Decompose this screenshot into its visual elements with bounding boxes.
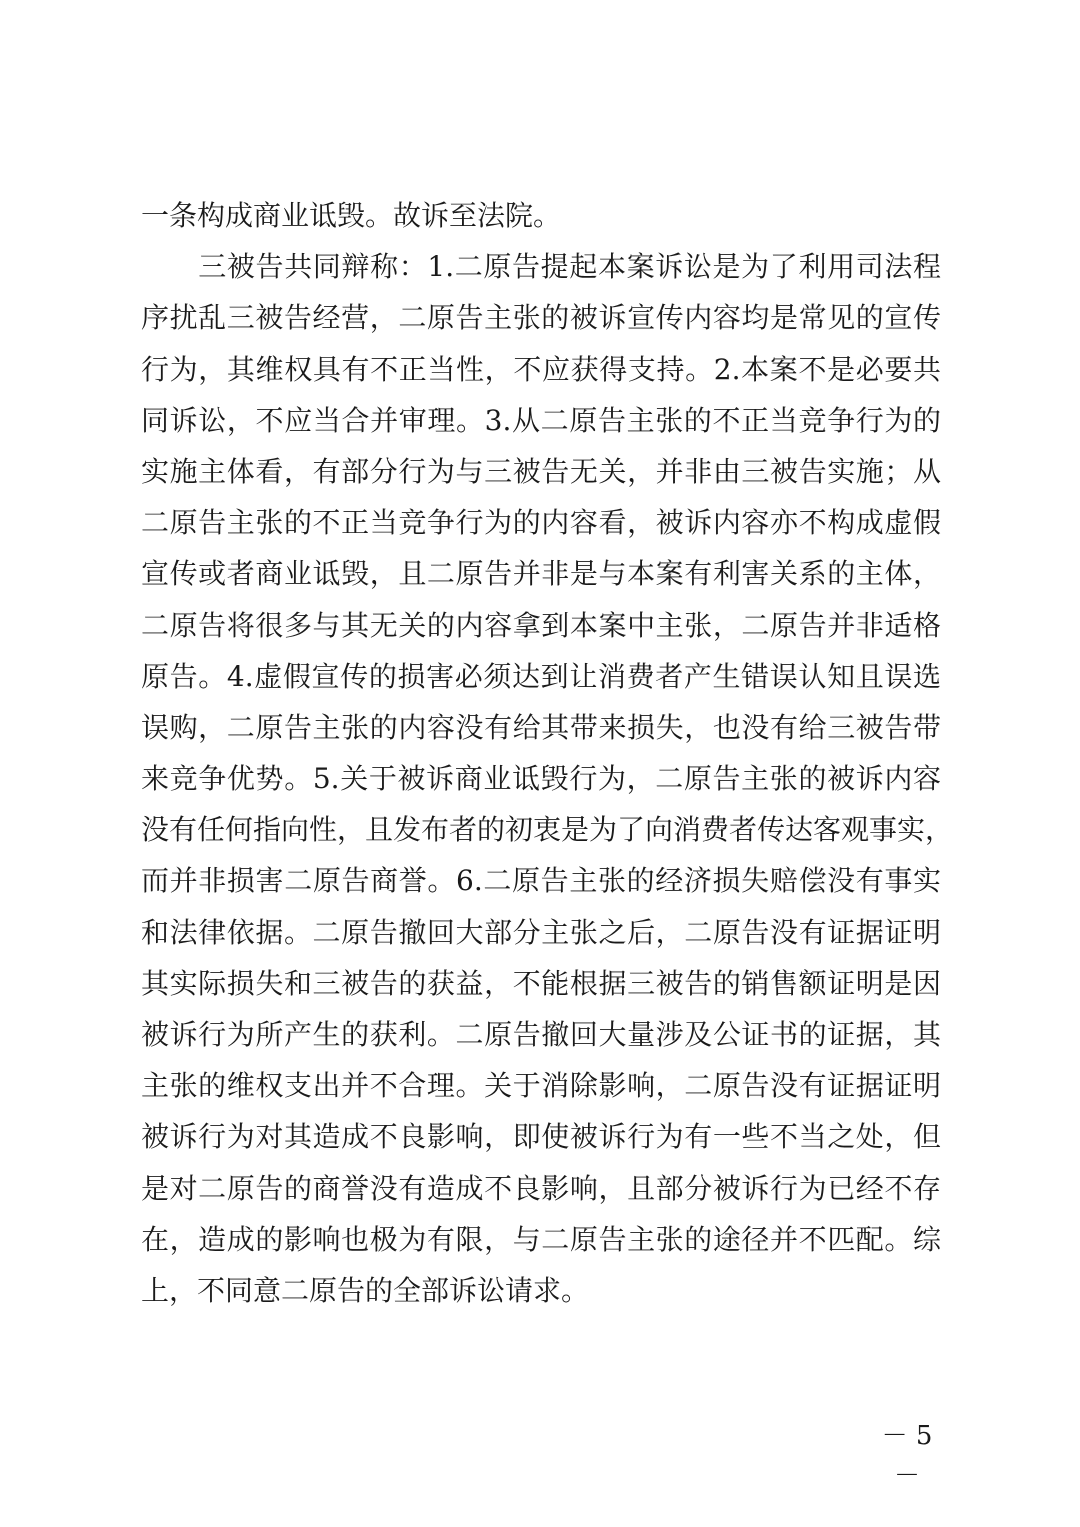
page-number: － 5 － <box>881 1421 933 1491</box>
text-line: 主张的维权支出并不合理。关于消除影响，二原告没有证据证明 <box>141 1069 941 1103</box>
text-line: 一条构成商业诋毁。故诉至法院。 <box>141 199 562 232</box>
text-line: 二原告主张的不正当竞争行为的内容看，被诉内容亦不构成虚假 <box>141 506 941 540</box>
text-line: 来竞争优势。5.关于被诉商业诋毁行为，二原告主张的被诉内容 <box>141 762 941 796</box>
text-line: 同诉讼，不应当合并审理。3.从二原告主张的不正当竞争行为的 <box>141 403 941 437</box>
text-line: 宣传或者商业诋毁，且二原告并非是与本案有利害关系的主体， <box>141 557 941 591</box>
text-line: 行为，其维权具有不正当性，不应获得支持。2.本案不是必要共 <box>141 352 941 386</box>
text-line: 三被告共同辩称：1.二原告提起本案诉讼是为了利用司法程 <box>141 250 941 284</box>
text-line: 其实际损失和三被告的获益，不能根据三被告的销售额证明是因 <box>141 966 941 1000</box>
text-line: 是对二原告的商誉没有造成不良影响，且部分被诉行为已经不存 <box>141 1171 941 1205</box>
text-line: 误购，二原告主张的内容没有给其带来损失，也没有给三被告带 <box>141 710 941 744</box>
text-line: 实施主体看，有部分行为与三被告无关，并非由三被告实施；从 <box>141 454 941 488</box>
body-text <box>141 190 954 1316</box>
text-line: 被诉行为对其造成不良影响，即使被诉行为有一些不当之处，但 <box>141 1120 941 1154</box>
text-line: 二原告将很多与其无关的内容拿到本案中主张，二原告并非适格 <box>141 608 941 642</box>
text-line: 而并非损害二原告商誉。6.二原告主张的经济损失赔偿没有事实 <box>141 864 941 898</box>
text-line: 原告。4.虚假宣传的损害必须达到让消费者产生错误认知且误选 <box>141 659 941 693</box>
text-line: 序扰乱三被告经营，二原告主张的被诉宣传内容均是常见的宣传 <box>141 301 941 335</box>
text-line: 和法律依据。二原告撤回大部分主张之后，二原告没有证据证明 <box>141 915 941 949</box>
text-line: 在，造成的影响也极为有限，与二原告主张的途径并不匹配。综 <box>141 1222 941 1256</box>
text-line: 没有任何指向性，且发布者的初衷是为了向消费者传达客观事实， <box>141 813 954 847</box>
text-line: 上，不同意二原告的全部诉讼请求。 <box>141 1273 590 1307</box>
text-line: 被诉行为所产生的获利。二原告撤回大量涉及公证书的证据，其 <box>141 1018 941 1051</box>
